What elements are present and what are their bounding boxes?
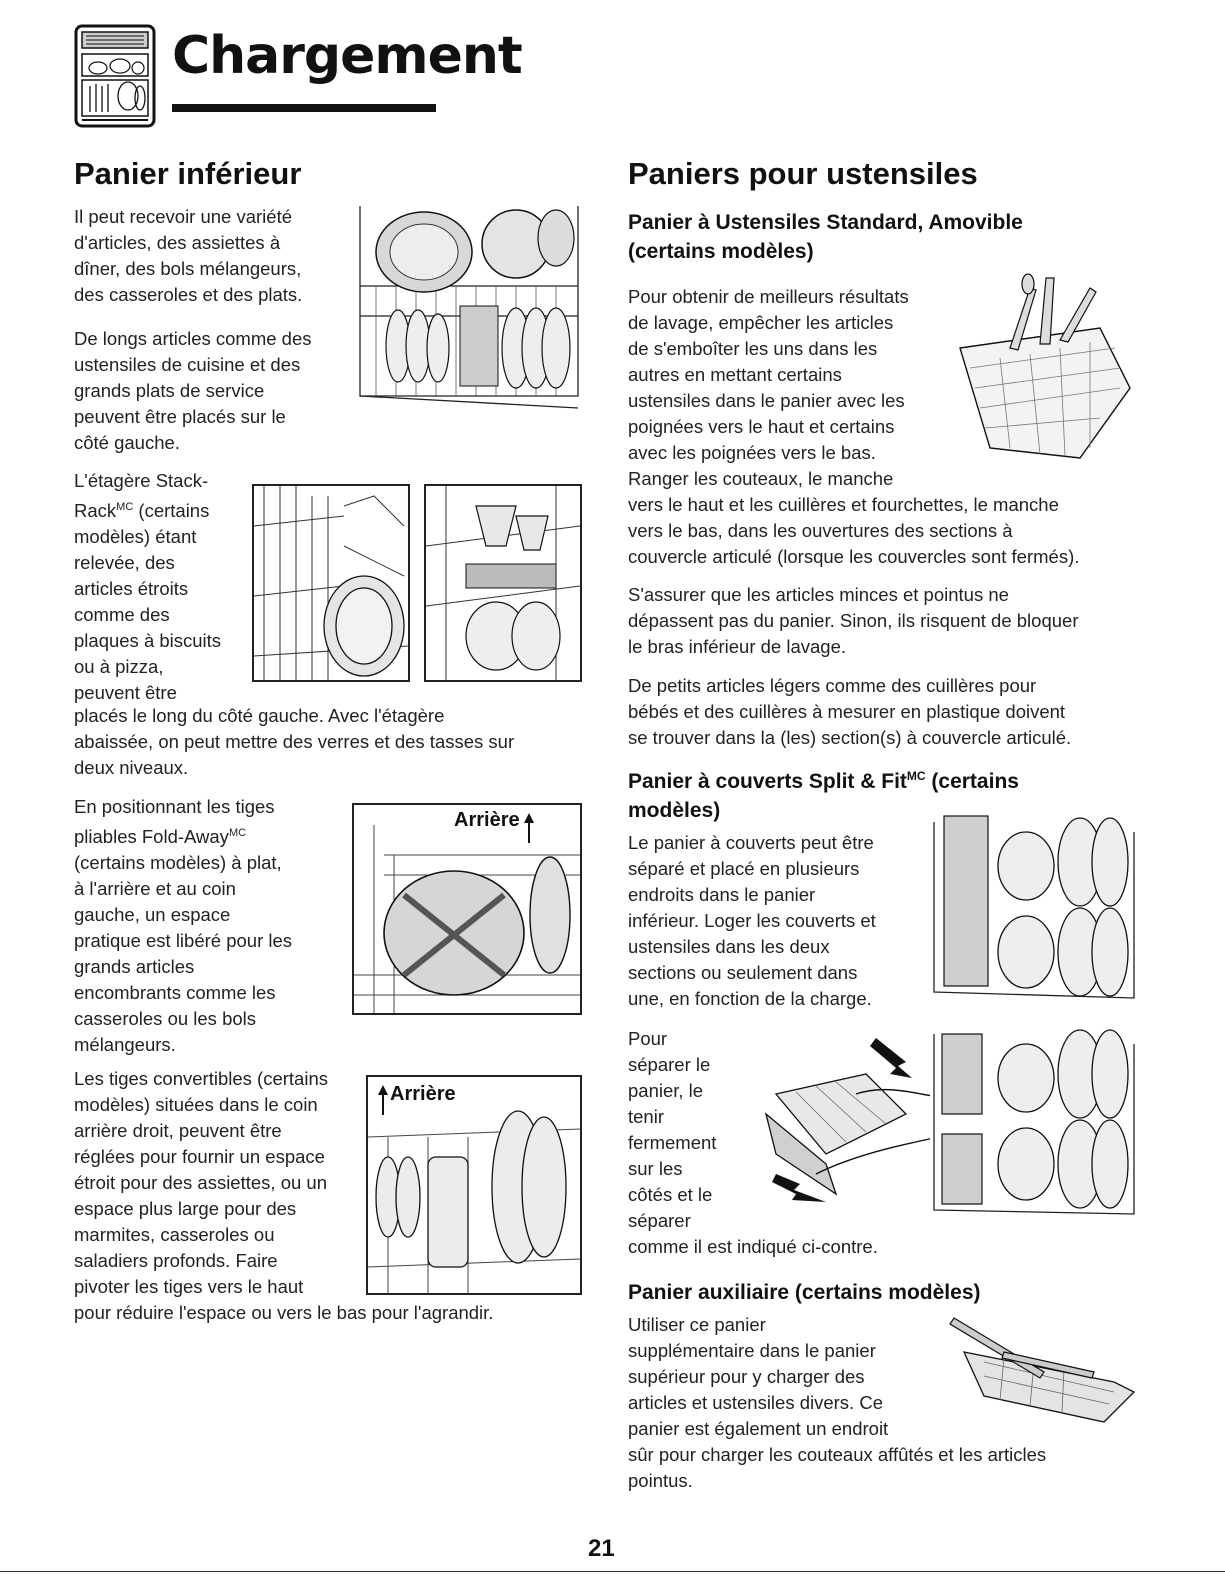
paragraph-3 [74,468,254,706]
text-line: Les tiges convertibles (certains [74,1068,328,1089]
text-line: de lavage, empêcher les articles [628,312,894,333]
text-line: casseroles ou les bols [74,1008,257,1030]
text-line: sûr pour charger les couteaux affûtés et les articles [628,1444,1047,1465]
text-line: étroit pour des assiettes, ou un [74,1172,327,1193]
text-line: dépassent pas du panier. Sinon, ils risquent de bloquer [628,610,1079,631]
section-heading-panier-inferieur: Panier inférieur [74,156,302,191]
text-line: inférieur. Loger les couverts et [628,910,876,931]
text-span: Rack [74,500,117,522]
trademark-sup: MC [228,827,247,839]
title-underline [172,104,436,112]
text-line: De petits articles légers comme des cuillères pour [628,675,1037,696]
text-line: se trouver dans la (les) section(s) à couvercle articulé. [628,727,1072,748]
text-line: endroits dans le panier [628,884,816,905]
text-line: vers le haut et les cuillères et fourchettes, le manche [628,494,1059,515]
utensil-basket-illustration [950,268,1140,468]
text-line: gauche, un espace [74,904,231,926]
text-span: pliables Fold-Away [74,826,229,848]
separating-basket-illustration [756,1034,936,1214]
text-line: supérieur pour y charger des [628,1366,865,1387]
text-line: comme il est indiqué ci-contre. [628,1236,878,1257]
text-line: En positionnant les tiges [74,796,275,817]
text-line: une, en fonction de la charge. [628,988,872,1009]
subheading-panier-standard [628,208,1188,266]
text-line: panier est également un endroit [628,1418,889,1439]
paragraph-4 [74,794,354,1058]
trademark-sup: MC [116,501,134,513]
text-line: Pour obtenir de meilleurs résultats [628,286,909,307]
text-line: dîner, des bols mélangeurs, [74,258,302,279]
text-line: Utiliser ce panier [628,1314,766,1335]
text-line: comme des [74,604,170,626]
text-line: ustensiles dans les deux [628,936,830,957]
text-line [74,494,254,524]
split-fit-separated-rack-illustration [930,1014,1138,1224]
paragraph-5 [74,1066,364,1300]
text-line: tenir [628,1106,664,1127]
text-line: (certains modèles) à plat, [74,852,282,874]
text-line: ou à pizza, [74,656,164,678]
text-line: pour réduire l'espace ou vers le bas pour l'agrandir. [74,1302,494,1323]
text-line: séparé et placé en plusieurs [628,858,860,879]
subheading-line [628,762,1188,796]
text-line: sur les [628,1158,683,1179]
paragraph-r6-continued [628,1442,1168,1494]
text-span: (certains [133,500,210,522]
text-line: grands plats de service [74,380,265,401]
text-line [74,820,354,850]
text-line: articles et ustensiles divers. Ce [628,1392,883,1413]
text-line: d'articles, des assiettes à [74,232,281,253]
arriere-label: Arrière [454,809,520,831]
text-line: abaissée, on peut mettre des verres et des tasses sur [74,731,515,752]
text-line: espace plus large pour des [74,1198,297,1219]
trademark-sup: MC [906,769,926,783]
paragraph-r5-continued [628,1234,1128,1260]
text-line: plaques à biscuits [74,630,222,652]
text-line: de s'emboîter les uns dans les [628,338,878,359]
paragraph-r4 [628,830,928,1012]
paragraph-r6 [628,1312,948,1442]
paragraph-2 [74,326,364,456]
paragraph-5-continued [74,1300,574,1326]
text-line: des casseroles et des plats. [74,284,303,305]
paragraph-r2 [628,582,1188,660]
text-line: modèles) étant [74,526,197,548]
text-line: réglées pour fournir un espace [74,1146,325,1167]
text-line: côté gauche. [74,432,180,453]
text-line: placés le long du côté gauche. Avec l'étagère [74,705,445,726]
text-line: bébés et des cuillères à mesurer en plastique doivent [628,701,1066,722]
text-line: avec les poignées vers le bas. [628,442,876,463]
text-line: Il peut recevoir une variété [74,206,293,227]
text-line: L'étagère Stack- [74,470,209,491]
text-line: ustensiles de cuisine et des [74,354,301,375]
text-span: (certains [925,770,1019,793]
section-heading-paniers-ustensiles: Paniers pour ustensiles [628,156,978,191]
paragraph-1 [74,204,364,308]
stack-rack-raised-illustration [252,484,410,682]
text-line: pratique est libéré pour les [74,930,293,952]
text-line: supplémentaire dans le panier [628,1340,876,1361]
dishwasher-icon [74,24,156,128]
stack-rack-lowered-illustration [424,484,582,682]
text-line: ustensiles dans le panier avec les [628,390,905,411]
arriere-label: Arrière [390,1083,456,1105]
subheading-line: Panier à Ustensiles Standard, Amovible [628,211,1023,234]
paragraph-r5 [628,1026,758,1234]
text-line: grands articles [74,956,195,978]
text-line: relevée, des [74,552,175,574]
text-line: modèles) situées dans le coin [74,1094,318,1115]
text-line: deux niveaux. [74,757,189,778]
text-line: peuvent être [74,682,177,704]
text-line: Ranger les couteaux, le manche [628,468,894,489]
text-line: autres en mettant certains [628,364,842,385]
text-line: arrière droit, peuvent être [74,1120,282,1141]
convertible-tines-illustration [366,1075,582,1295]
text-line: à l'arrière et au coin [74,878,236,900]
arrow-up-icon [378,1085,388,1115]
text-line: pivoter les tiges vers le haut [74,1276,304,1297]
text-line: peuvent être placés sur le [74,406,286,427]
page-title: Chargement [172,26,522,86]
text-line: mélangeurs. [74,1034,176,1056]
paragraph-r1 [628,284,958,492]
split-fit-basket-rack-illustration [930,802,1138,1008]
text-line: De longs articles comme des [74,328,312,349]
page-number: 21 [588,1535,615,1562]
auxiliary-basket-illustration [944,1312,1144,1432]
paragraph-r1-continued [628,492,1168,570]
text-line: séparer le [628,1054,711,1075]
fold-away-tines-illustration [352,803,582,1015]
text-line: marmites, casseroles ou [74,1224,275,1245]
lower-rack-illustration [356,196,584,418]
text-line: couvercle articulé (lorsque les couvercles sont fermés). [628,546,1080,567]
paragraph-3-continued [74,703,574,781]
text-line: saladiers profonds. Faire [74,1250,278,1271]
text-line: Pour [628,1028,668,1049]
text-line: séparer [628,1210,691,1231]
text-line: le bras inférieur de lavage. [628,636,847,657]
bottom-rule [0,1571,1225,1572]
text-line: panier, le [628,1080,704,1101]
text-line: pointus. [628,1470,693,1491]
text-line: vers le bas, dans les ouvertures des sections à [628,520,1013,541]
text-line: côtés et le [628,1184,713,1205]
arrow-icon [870,1038,912,1078]
arrow-up-icon [524,813,534,843]
subheading-line: (certains modèles) [628,240,814,263]
subheading-line: Panier auxiliaire (certains modèles) [628,1281,981,1304]
text-line: S'assurer que les articles minces et pointus ne [628,584,1009,605]
text-span: Panier à couverts Split & Fit [628,770,907,793]
text-line: articles étroits [74,578,189,600]
text-line: poignées vers le haut et certains [628,416,895,437]
subheading-panier-auxiliaire [628,1278,1188,1307]
subheading-line: modèles) [628,799,721,822]
text-line: Le panier à couverts peut être [628,832,874,853]
text-line: sections ou seulement dans [628,962,858,983]
text-line: encombrants comme les [74,982,276,1004]
paragraph-r3 [628,673,1188,751]
text-line: fermement [628,1132,717,1153]
